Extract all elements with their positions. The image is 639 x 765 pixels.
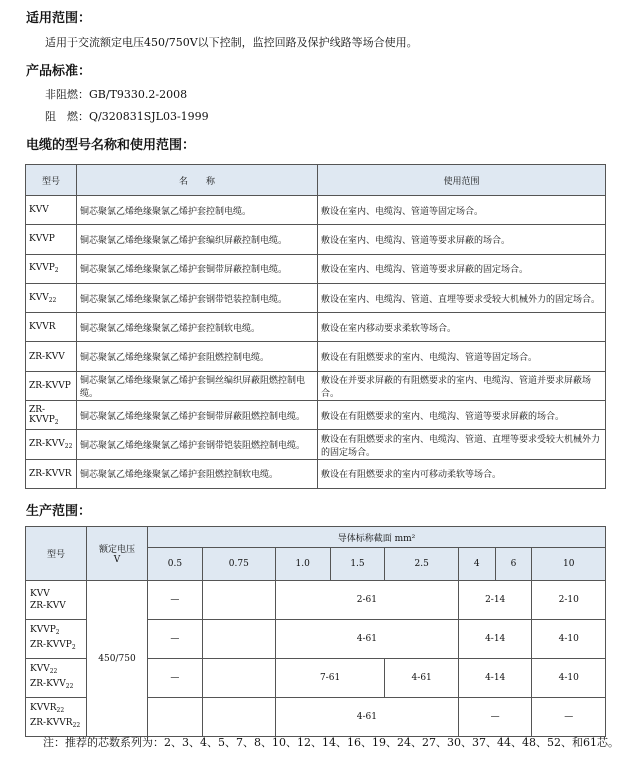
- model-cell: [26, 620, 87, 659]
- model-cell: [26, 283, 77, 312]
- name-cell: 铜芯聚氯乙烯绝缘聚氯乙烯护套铜带屏蔽控制电缆。: [77, 254, 318, 283]
- range-cell-0-75: [202, 659, 275, 698]
- range-cell-0-5: —: [148, 581, 203, 620]
- model-code: ZR-KVVR: [29, 468, 72, 479]
- model-cell: [26, 225, 77, 254]
- model-subscript: 22: [64, 443, 73, 451]
- model-row: [26, 459, 606, 488]
- range-cell-4: 4-14: [458, 659, 532, 698]
- size-header: 0.75: [202, 548, 275, 581]
- model-subscript: 2: [54, 418, 59, 426]
- model-subscript: 2: [71, 644, 76, 651]
- model-subscript: 2: [55, 629, 60, 636]
- header-name: 名 称: [77, 165, 318, 196]
- model-subscript: 22: [65, 683, 74, 690]
- model-code-zr: ZR-KVV: [30, 679, 66, 689]
- model-cell: [26, 196, 77, 225]
- range-cell-0-5: —: [148, 620, 203, 659]
- use-cell: 敷设在有阻燃要求的室内可移动柔软等场合。: [318, 459, 606, 488]
- model-row: [26, 430, 606, 459]
- use-cell: 敷设在有阻燃要求的室内、电缆沟、管道等要求屏蔽的场合。: [318, 401, 606, 430]
- use-cell: 敷设在有阻燃要求的室内、电缆沟、管道、直埋等要求受较大机械外力的固定场合。: [318, 430, 606, 459]
- name-cell: 铜芯聚氯乙烯绝缘聚氯乙烯护套控制电缆。: [77, 196, 318, 225]
- size-header: 6: [495, 548, 532, 581]
- production-table: [25, 526, 606, 737]
- model-code: ZR-KVVP: [29, 404, 55, 425]
- model-code: KVVP: [29, 234, 55, 245]
- name-cell: 铜芯聚氯乙烯绝缘聚氯乙烯护套阻燃控制软电缆。: [77, 459, 318, 488]
- model-cell: [26, 313, 77, 342]
- range-cell-10: —: [532, 698, 606, 737]
- model-cell: [26, 459, 77, 488]
- scope-title: 适用范围：: [26, 11, 92, 26]
- range-cell-10: 4-10: [532, 659, 606, 698]
- model-code-zr: ZR-KVV: [30, 601, 66, 611]
- model-cell: [26, 371, 77, 400]
- range-cell-1-0: 7-61: [275, 659, 385, 698]
- model-code: KVVP: [30, 625, 56, 635]
- name-cell: 铜芯聚氯乙烯绝缘聚氯乙烯护套钢带铠装阻燃控制电缆。: [77, 430, 318, 459]
- models-header-row: [26, 165, 606, 196]
- model-subscript: 2: [54, 267, 59, 275]
- use-cell: 敷设在有阻燃要求的室内、电缆沟、管道等固定场合。: [318, 342, 606, 371]
- model-subscript: 22: [56, 707, 65, 714]
- model-code: KVVR: [30, 703, 57, 713]
- range-cell-0-75: [202, 620, 275, 659]
- model-code: ZR-KVVP: [29, 380, 71, 391]
- header-voltage-unit: V: [113, 555, 121, 565]
- header-use: 使用范围: [318, 165, 606, 196]
- model-cell: [26, 698, 87, 737]
- model-row: [26, 401, 606, 430]
- range-cell-4: 2-14: [458, 581, 532, 620]
- header-voltage: [87, 527, 148, 581]
- use-cell: 敷设在室内、电缆沟、管道、直埋等要求受较大机械外力的固定场合。: [318, 283, 606, 312]
- model-code: KVVP: [29, 263, 55, 274]
- name-cell: 铜芯聚氯乙烯绝缘聚氯乙烯护套铜带屏蔽阻燃控制电缆。: [77, 401, 318, 430]
- model-row: [26, 342, 606, 371]
- range-cell-0-75: [202, 698, 275, 737]
- production-row: [26, 581, 606, 620]
- model-row: [26, 283, 606, 312]
- use-cell: 敷设在室内、电缆沟、管道等要求屏蔽的场合。: [318, 225, 606, 254]
- range-cell-1-0: 4-61: [275, 620, 458, 659]
- standard-flame: 阻 燃：Q/320831SJL03-1999: [45, 110, 209, 123]
- name-cell: 铜芯聚氯乙烯绝缘聚氯乙烯护套控制软电缆。: [77, 313, 318, 342]
- model-row: [26, 196, 606, 225]
- use-cell: 敷设在室内、电缆沟、管道等固定场合。: [318, 196, 606, 225]
- size-header: 10: [532, 548, 606, 581]
- model-code: KVV: [30, 664, 50, 674]
- model-code: ZR-KVV: [29, 439, 65, 450]
- model-code-zr: ZR-KVVR: [30, 718, 73, 728]
- model-cell: [26, 659, 87, 698]
- model-subscript: 22: [48, 296, 57, 304]
- model-code: KVV: [30, 589, 50, 599]
- model-cell: [26, 342, 77, 371]
- range-cell-1-0: 4-61: [275, 698, 458, 737]
- standard-title: 产品标准：: [26, 64, 92, 79]
- models-table: [25, 164, 606, 489]
- range-cell-4: —: [458, 698, 532, 737]
- header-model: 型号: [26, 165, 77, 196]
- name-cell: 铜芯聚氯乙烯绝缘聚氯乙烯护套阻燃控制电缆。: [77, 342, 318, 371]
- size-header: 1.5: [330, 548, 385, 581]
- production-header-row: [26, 527, 606, 548]
- use-cell: 敷设在并要求屏蔽的有阻燃要求的室内、电缆沟、管道并要求屏蔽场合。: [318, 371, 606, 400]
- range-cell-4: 4-14: [458, 620, 532, 659]
- range-cell-2-5: 4-61: [385, 659, 459, 698]
- model-row: [26, 254, 606, 283]
- model-cell: [26, 581, 87, 620]
- model-code: KVVR: [29, 322, 56, 333]
- standard-non-flame: 非阻燃：GB/T9330.2-2008: [45, 88, 188, 101]
- model-code: KVV: [29, 205, 49, 216]
- size-header: 2.5: [385, 548, 459, 581]
- size-header: 4: [458, 548, 495, 581]
- model-subscript: 22: [72, 722, 81, 729]
- range-cell-10: 2-10: [532, 581, 606, 620]
- models-title: 电缆的型号名称和使用范围：: [26, 138, 196, 153]
- name-cell: 铜芯聚氯乙烯绝缘聚氯乙烯护套钢带铠装控制电缆。: [77, 283, 318, 312]
- model-code: KVV: [29, 292, 49, 303]
- range-cell-1-0: 2-61: [275, 581, 458, 620]
- range-cell-10: 4-10: [532, 620, 606, 659]
- scope-text: 适用于交流额定电压450/750V以下控制，监控回路及保护线路等场合使用。: [45, 36, 418, 49]
- model-cell: [26, 254, 77, 283]
- model-cell: [26, 401, 77, 430]
- voltage-cell: 450/750: [87, 581, 148, 737]
- model-row: [26, 371, 606, 400]
- name-cell: 铜芯聚氯乙烯绝缘聚氯乙烯护套铜丝编织屏蔽阻燃控制电缆。: [77, 371, 318, 400]
- range-cell-0-5: [148, 698, 203, 737]
- model-row: [26, 313, 606, 342]
- size-header: 0.5: [148, 548, 203, 581]
- use-cell: 敷设在室内、电缆沟、管道等要求屏蔽的固定场合。: [318, 254, 606, 283]
- production-title: 生产范围：: [26, 504, 92, 519]
- model-code: ZR-KVV: [29, 351, 65, 362]
- header-voltage-label: 额定电压: [98, 545, 135, 555]
- range-cell-0-75: [202, 581, 275, 620]
- use-cell: 敷设在室内移动要求柔软等场合。: [318, 313, 606, 342]
- core-count-note: 注：推荐的芯数系列为：2、3、4、5、7、8、10、12、14、16、19、24、27、30、37、44、48、52、和61芯。: [43, 736, 619, 749]
- size-header: 1.0: [275, 548, 330, 581]
- model-subscript: 22: [49, 668, 58, 675]
- header-model: 型号: [26, 527, 87, 581]
- range-cell-0-5: —: [148, 659, 203, 698]
- model-cell: [26, 430, 77, 459]
- name-cell: 铜芯聚氯乙烯绝缘聚氯乙烯护套编织屏蔽控制电缆。: [77, 225, 318, 254]
- model-row: [26, 225, 606, 254]
- header-section: 导体标称截面 mm²: [148, 527, 606, 548]
- model-code-zr: ZR-KVVP: [30, 640, 72, 650]
